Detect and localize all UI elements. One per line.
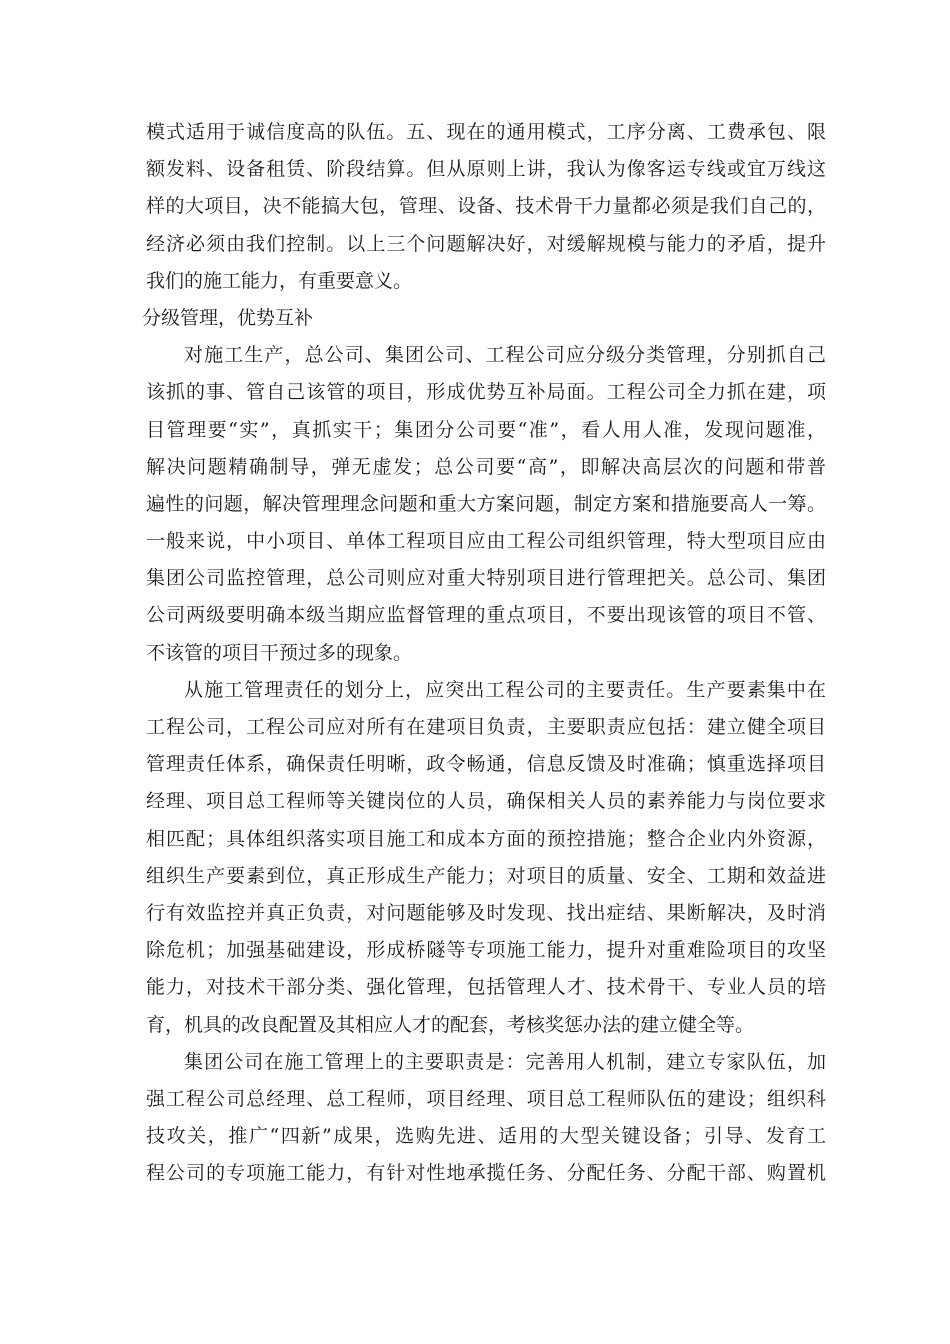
text-line: 相匹配；具体组织落实项目施工和成本方面的预控措施；整合企业内外资源， (146, 827, 826, 850)
text-line: 集团公司监控管理，总公司则应对重大特别项目进行管理把关。总公司、集团 (146, 567, 826, 590)
text-line: 模式适用于诚信度高的队伍。五、现在的通用模式，工序分离、工费承包、限 (146, 121, 826, 143)
text-line: 经理、项目总工程师等关键岗位的人员，确保相关人员的素养能力与岗位要求 (146, 790, 826, 813)
text-line: 从施工管理责任的划分上，应突出工程公司的主要责任。生产要素集中在 (184, 678, 826, 701)
text-line: 管理责任体系，确保责任明晰，政令畅通，信息反馈及时准确；慎重选择项目 (146, 753, 826, 776)
heading-text: 分级管理，优势互补 (142, 306, 314, 329)
text-line: 一般来说，中小项目、单体工程项目应由工程公司组织管理，特大型项目应由 (146, 530, 826, 553)
text-line: 强工程公司总经理、总工程师，项目经理、项目总工程师队伍的建设；组织科 (146, 1087, 826, 1110)
paragraph (146, 337, 826, 672)
text-line: 能力，对技术干部分类、强化管理，包括管理人才、技术骨干、专业人员的培 (146, 976, 826, 999)
section-heading (142, 300, 826, 337)
text-line: 解决问题精确制导，弹无虚发；总公司要“高”，即解决高层次的问题和带普 (146, 455, 826, 478)
text-line: 公司两级要明确本级当期应监督管理的重点项目，不要出现该管的项目不管、 (146, 604, 826, 627)
text-line: 育，机具的改良配置及其相应人才的配套，考核奖惩办法的建立健全等。 (146, 1013, 755, 1036)
text-line: 不该管的项目干预过多的现象。 (146, 641, 413, 664)
paragraph (146, 1044, 826, 1193)
text-line: 技攻关，推广“四新”成果，选购先进、适用的大型关键设备；引导、发育工 (146, 1125, 826, 1148)
text-line: 程公司的专项施工能力，有针对性地承揽任务、分配任务、分配干部、购置机 (146, 1162, 826, 1185)
paragraph (146, 672, 826, 1044)
text-line: 该抓的事、管自己该管的项目，形成优势互补局面。工程公司全力抓在建，项 (146, 381, 826, 404)
text-line: 我们的施工能力，有重要意义。 (146, 269, 413, 292)
text-line: 额发料、设备租赁、阶段结算。但从原则上讲，我认为像客运专线或宜万线这 (146, 158, 826, 181)
text-line: 行有效监控并真正负责，对问题能够及时发现、找出症结、果断解决，及时消 (146, 901, 826, 924)
text-line: 工程公司，工程公司应对所有在建项目负责，主要职责应包括：建立健全项目 (146, 716, 826, 738)
paragraph (146, 114, 826, 300)
text-line: 组织生产要素到位，真正形成生产能力；对项目的质量、安全、工期和效益进 (146, 864, 826, 887)
text-line: 目管理要“实”，真抓实干；集团分公司要“准”，看人用人准，发现问题准， (146, 418, 826, 441)
text-line: 样的大项目，决不能搞大包，管理、设备、技术骨干力量都必须是我们自己的， (146, 195, 826, 218)
text-line: 遍性的问题，解决管理理念问题和重大方案问题，制定方案和措施要高人一筹。 (146, 492, 826, 515)
text-line: 除危机；加强基础建设，形成桥隧等专项施工能力，提升对重难险项目的攻坚 (146, 939, 826, 962)
text-line: 对施工生产，总公司、集团公司、工程公司应分级分类管理，分别抓自己 (184, 344, 826, 367)
text-line: 经济必须由我们控制。以上三个问题解决好，对缓解规模与能力的矛盾，提升 (146, 232, 826, 255)
document-page (142, 114, 826, 1192)
text-line: 集团公司在施工管理上的主要职责是：完善用人机制，建立专家队伍，加 (184, 1050, 826, 1073)
